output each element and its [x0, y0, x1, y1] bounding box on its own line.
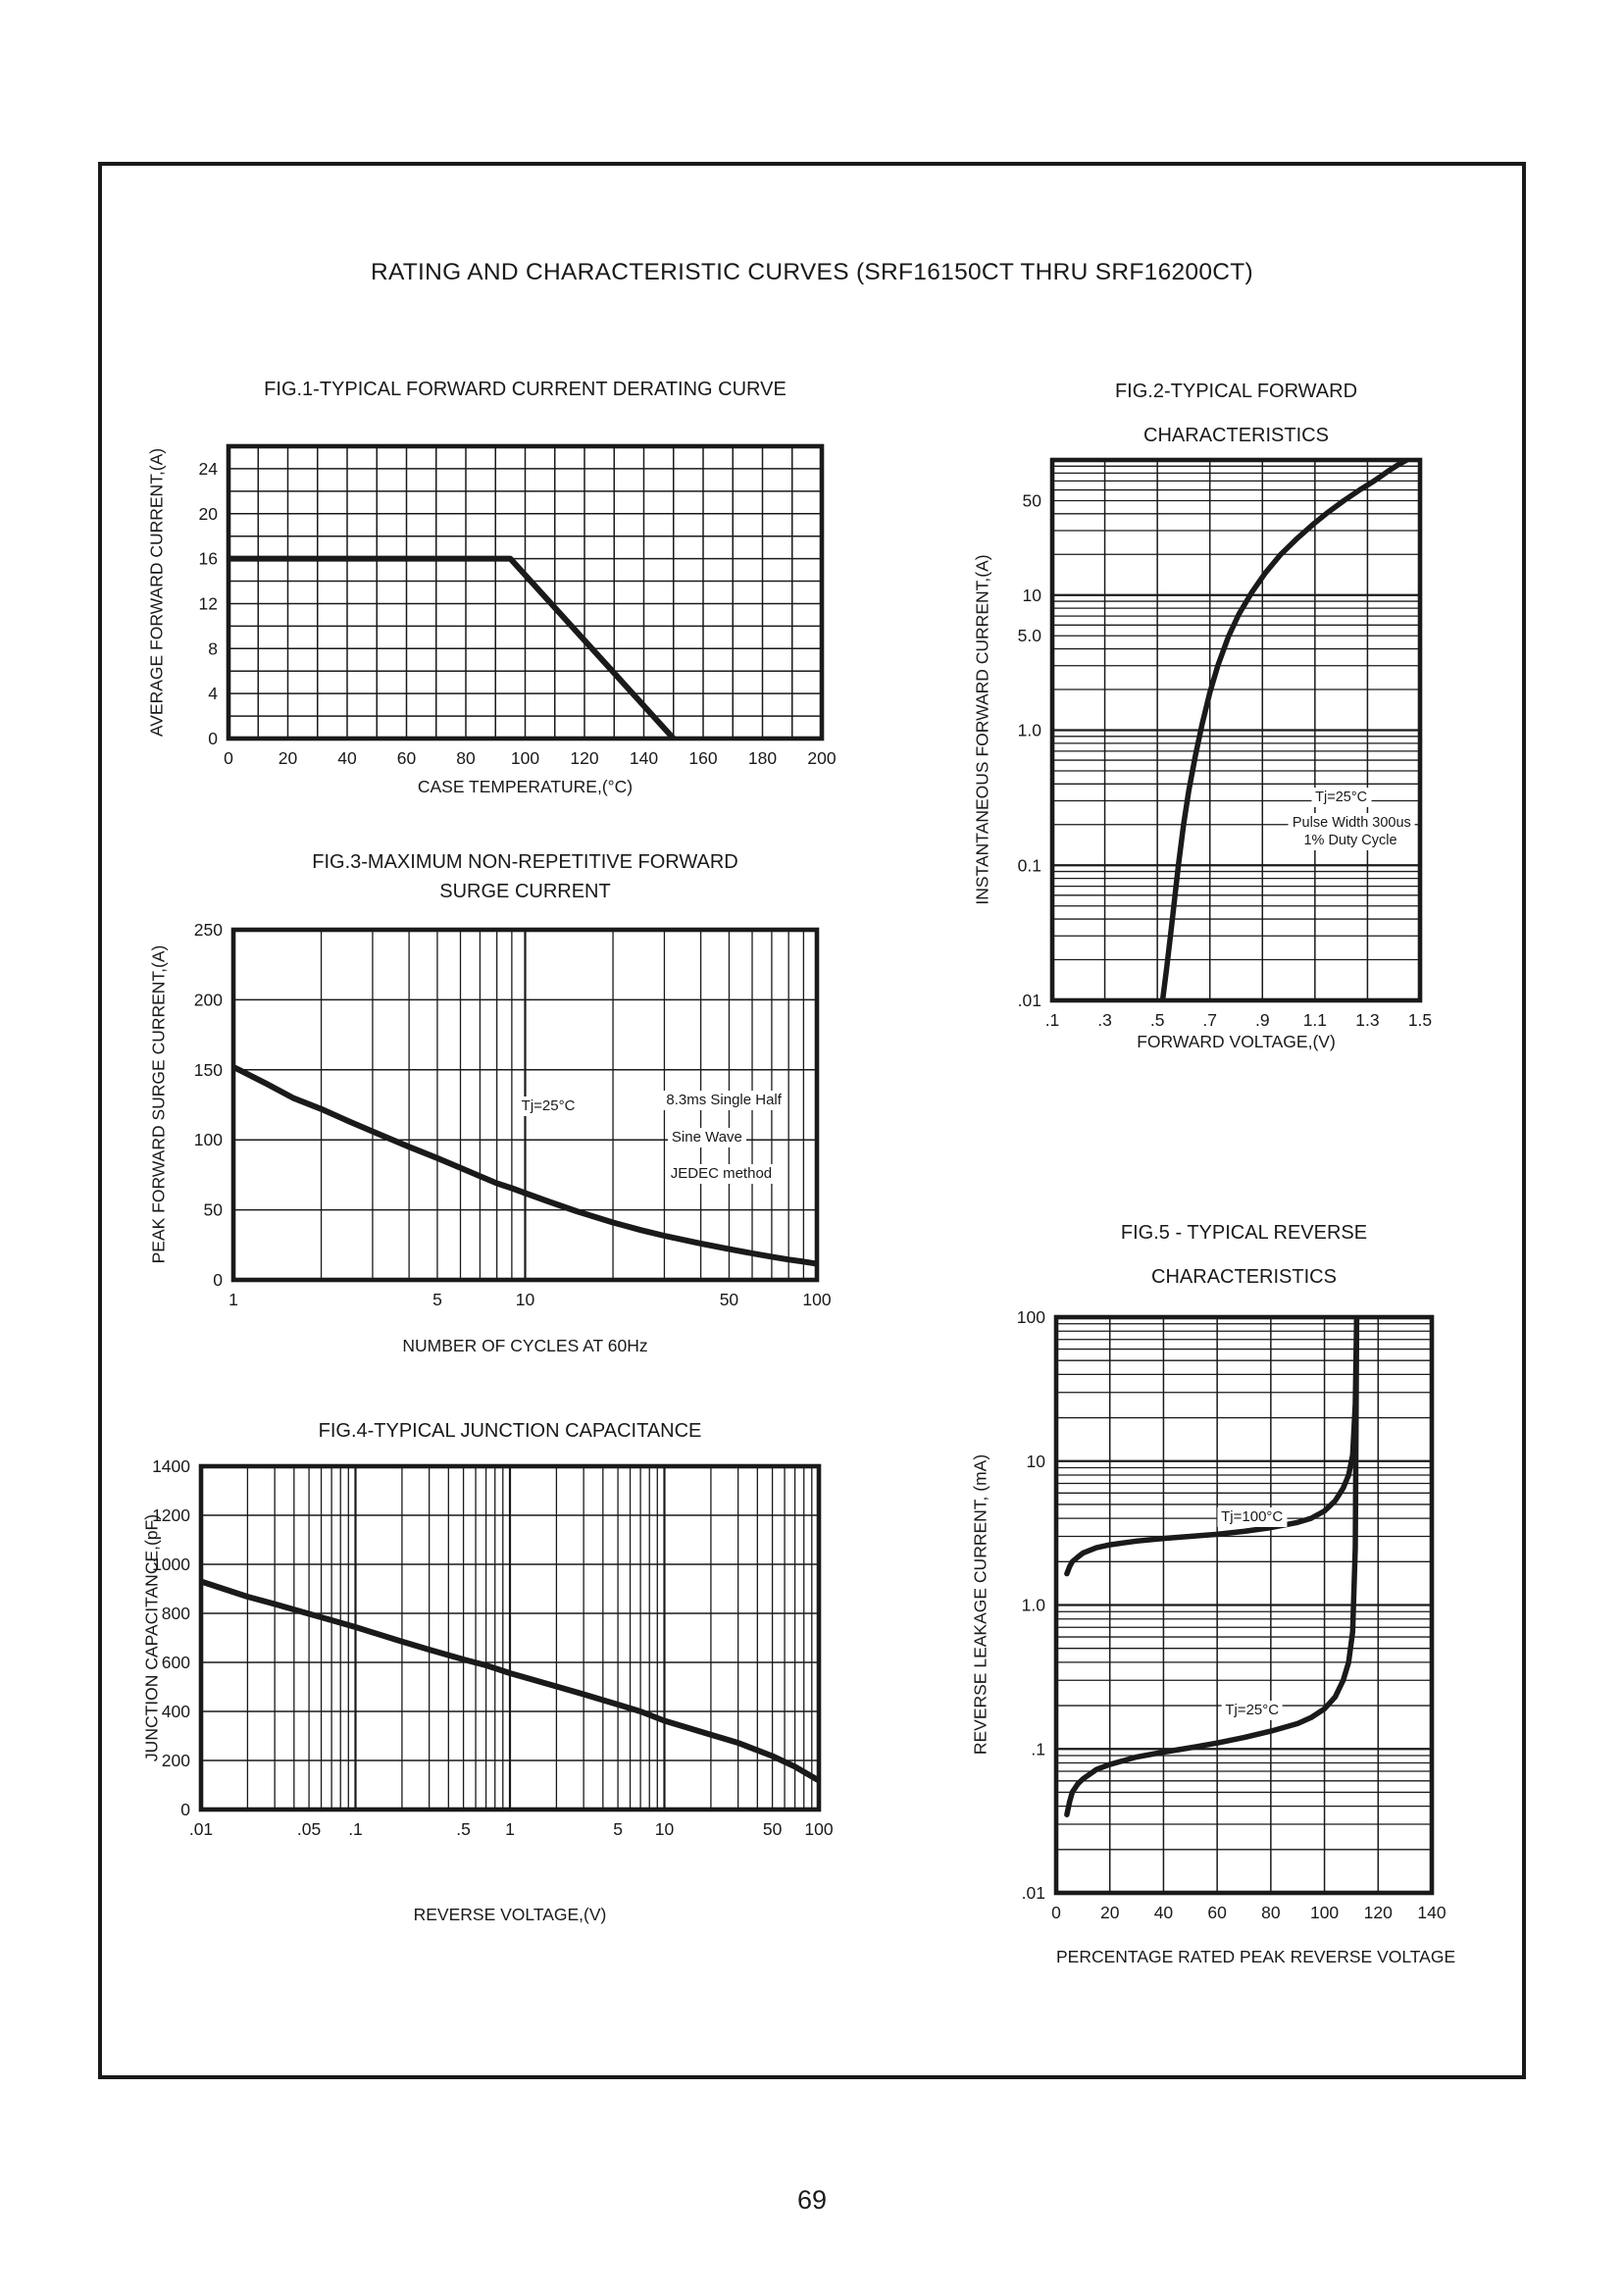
fig5-y-tick-label: .1 — [1031, 1739, 1045, 1759]
fig1-y-tick-label: 8 — [208, 638, 218, 659]
fig3-annotation: Tj=25°C — [518, 1096, 580, 1116]
fig4-chart-canvas — [118, 1402, 863, 1937]
fig4-x-tick-label: 1 — [505, 1819, 515, 1839]
figure-5-chart — [922, 1206, 1526, 1981]
fig1-y-tick-label: 12 — [198, 593, 218, 614]
fig1-x-tick-label: 160 — [688, 748, 718, 768]
fig5-y-tick-label: 1.0 — [1021, 1595, 1045, 1615]
fig4-y-tick-label: 0 — [180, 1800, 190, 1819]
fig2-x-tick-label: .3 — [1097, 1010, 1112, 1030]
fig3-annotation: Sine Wave — [668, 1128, 746, 1147]
fig1-y-tick-label: 0 — [208, 729, 218, 748]
fig2-x-tick-label: 1.5 — [1407, 1010, 1433, 1030]
figure-1-x-axis-label: CASE TEMPERATURE,(°C) — [417, 777, 634, 796]
fig3-x-tick-label: 100 — [802, 1290, 832, 1309]
fig2-x-tick-label: .9 — [1254, 1010, 1270, 1030]
fig4-x-tick-label: .01 — [188, 1819, 214, 1839]
figure-5-title-line-1: FIG.5 - TYPICAL REVERSE — [1120, 1222, 1368, 1244]
fig2-y-tick-label: .01 — [1017, 991, 1041, 1010]
fig1-x-tick-label: 80 — [456, 748, 476, 768]
figure-3-title-line-2: SURGE CURRENT — [439, 881, 611, 902]
fig4-x-tick-label: 100 — [804, 1819, 834, 1839]
fig4-y-tick-label: 200 — [161, 1751, 190, 1770]
figure-4-chart — [118, 1402, 863, 1937]
fig5-annotation: Tj=100°C — [1217, 1507, 1287, 1527]
figure-5-y-axis-label: REVERSE LEAKAGE CURRENT, (mA) — [970, 1453, 990, 1756]
figure-2-x-axis-label: FORWARD VOLTAGE,(V) — [1137, 1032, 1336, 1051]
fig1-x-tick-label: 60 — [396, 748, 417, 768]
fig4-x-tick-label: .5 — [456, 1819, 471, 1839]
fig1-x-tick-label: 0 — [224, 748, 233, 768]
fig3-x-tick-label: 1 — [228, 1290, 238, 1309]
figure-4-x-axis-label: REVERSE VOLTAGE,(V) — [413, 1905, 607, 1924]
figure-3-chart — [118, 843, 863, 1363]
fig3-y-tick-label: 150 — [193, 1059, 223, 1080]
fig2-annotation: Pulse Width 300us — [1289, 813, 1415, 833]
figure-1 — [118, 373, 863, 814]
fig5-x-tick-label: 40 — [1153, 1903, 1174, 1922]
figure-5 — [922, 1206, 1526, 1981]
fig3-x-tick-label: 10 — [515, 1290, 535, 1309]
fig1-y-tick-label: 24 — [198, 458, 218, 479]
fig2-y-tick-label: 5.0 — [1017, 626, 1041, 646]
fig2-x-tick-label: 1.3 — [1355, 1010, 1380, 1030]
fig4-y-tick-label: 1000 — [152, 1555, 190, 1574]
fig2-y-tick-label: 10 — [1022, 585, 1041, 605]
fig4-y-tick-label: 600 — [161, 1653, 190, 1672]
fig5-y-tick-label: 10 — [1026, 1451, 1045, 1471]
fig1-y-tick-label: 20 — [198, 503, 218, 524]
fig5-x-tick-label: 120 — [1363, 1903, 1393, 1922]
fig5-x-tick-label: 140 — [1417, 1903, 1446, 1922]
fig2-x-tick-label: .5 — [1149, 1010, 1165, 1030]
fig3-y-tick-label: 50 — [203, 1199, 223, 1220]
fig5-chart-canvas — [922, 1206, 1526, 1981]
fig1-chart-canvas — [118, 373, 863, 814]
figure-1-y-axis-label: AVERAGE FORWARD CURRENT,(A) — [146, 447, 167, 738]
fig4-x-tick-label: .1 — [348, 1819, 363, 1839]
fig3-x-tick-label: 50 — [719, 1290, 739, 1309]
fig4-y-tick-label: 1200 — [152, 1505, 190, 1525]
fig3-annotation: JEDEC method — [667, 1164, 776, 1184]
fig1-x-tick-label: 140 — [629, 748, 659, 768]
fig5-x-tick-label: 60 — [1207, 1903, 1227, 1922]
fig4-x-tick-label: 10 — [654, 1819, 675, 1839]
fig1-x-tick-label: 100 — [510, 748, 540, 768]
fig3-y-tick-label: 250 — [193, 920, 223, 940]
figure-3 — [118, 843, 863, 1363]
figure-4-title: FIG.4-TYPICAL JUNCTION CAPACITANCE — [318, 1420, 702, 1442]
fig1-y-tick-label: 4 — [208, 684, 218, 704]
fig1-x-tick-label: 120 — [570, 748, 599, 768]
fig2-annotation: 1% Duty Cycle — [1299, 831, 1400, 850]
fig2-x-tick-label: .7 — [1202, 1010, 1218, 1030]
fig3-y-tick-label: 100 — [193, 1130, 223, 1150]
fig2-y-tick-label: 50 — [1022, 490, 1041, 511]
fig1-y-tick-label: 16 — [198, 548, 218, 569]
fig4-y-tick-label: 400 — [161, 1702, 190, 1721]
figure-5-title-line-2: CHARACTERISTICS — [1151, 1266, 1337, 1288]
figure-2-chart — [922, 373, 1526, 1079]
fig2-chart-canvas — [922, 373, 1526, 1079]
figure-3-y-axis-label: PEAK FORWARD SURGE CURRENT,(A) — [148, 944, 169, 1264]
fig5-x-tick-label: 20 — [1099, 1903, 1120, 1922]
page-number: 69 — [796, 2185, 828, 2215]
fig3-annotation: 8.3ms Single Half — [662, 1091, 786, 1110]
figure-1-title: FIG.1-TYPICAL FORWARD CURRENT DERATING CURVE — [264, 379, 787, 400]
fig4-y-tick-label: 1400 — [152, 1456, 190, 1476]
figure-3-title-line-1: FIG.3-MAXIMUM NON-REPETITIVE FORWARD — [312, 851, 738, 873]
fig3-y-tick-label: 200 — [193, 990, 223, 1010]
page-title: RATING AND CHARACTERISTIC CURVES (SRF16150CT THRU SRF16200CT) — [370, 259, 1254, 285]
fig4-y-tick-label: 800 — [161, 1604, 190, 1623]
fig5-x-tick-label: 0 — [1051, 1903, 1061, 1922]
fig5-annotation: Tj=25°C — [1221, 1701, 1283, 1720]
fig1-x-tick-label: 20 — [278, 748, 298, 768]
figure-2-title-line-1: FIG.2-TYPICAL FORWARD — [1114, 381, 1358, 402]
fig5-y-tick-label: .01 — [1021, 1883, 1045, 1903]
figure-2-y-axis-label: INSTANTANEOUS FORWARD CURRENT,(A) — [972, 554, 992, 905]
figure-2-title-line-2: CHARACTERISTICS — [1143, 425, 1329, 446]
figure-4-y-axis-label: JUNCTION CAPACITANCE,(pF) — [141, 1513, 162, 1762]
fig4-x-tick-label: .05 — [296, 1819, 322, 1839]
fig3-y-tick-label: 0 — [213, 1270, 223, 1290]
fig2-x-tick-label: 1.1 — [1302, 1010, 1328, 1030]
fig5-y-tick-label: 100 — [1016, 1307, 1045, 1327]
figure-1-chart — [118, 373, 863, 814]
fig5-x-tick-label: 100 — [1309, 1903, 1340, 1922]
fig5-x-tick-label: 80 — [1261, 1903, 1281, 1922]
fig4-x-tick-label: 5 — [613, 1819, 623, 1839]
fig1-x-tick-label: 40 — [337, 748, 357, 768]
fig3-x-tick-label: 5 — [432, 1290, 442, 1309]
figure-2 — [922, 373, 1526, 1079]
fig1-x-tick-label: 180 — [747, 748, 778, 768]
fig2-y-tick-label: 1.0 — [1017, 720, 1041, 740]
fig1-x-tick-label: 200 — [807, 748, 837, 768]
fig2-x-tick-label: .1 — [1044, 1010, 1060, 1030]
figure-3-x-axis-label: NUMBER OF CYCLES AT 60Hz — [402, 1336, 648, 1355]
fig4-x-tick-label: 50 — [762, 1819, 783, 1839]
figure-5-x-axis-label: PERCENTAGE RATED PEAK REVERSE VOLTAGE — [1056, 1947, 1456, 1966]
fig2-y-tick-label: 0.1 — [1017, 855, 1041, 876]
fig2-annotation: Tj=25°C — [1311, 788, 1371, 807]
figure-4 — [118, 1402, 863, 1937]
